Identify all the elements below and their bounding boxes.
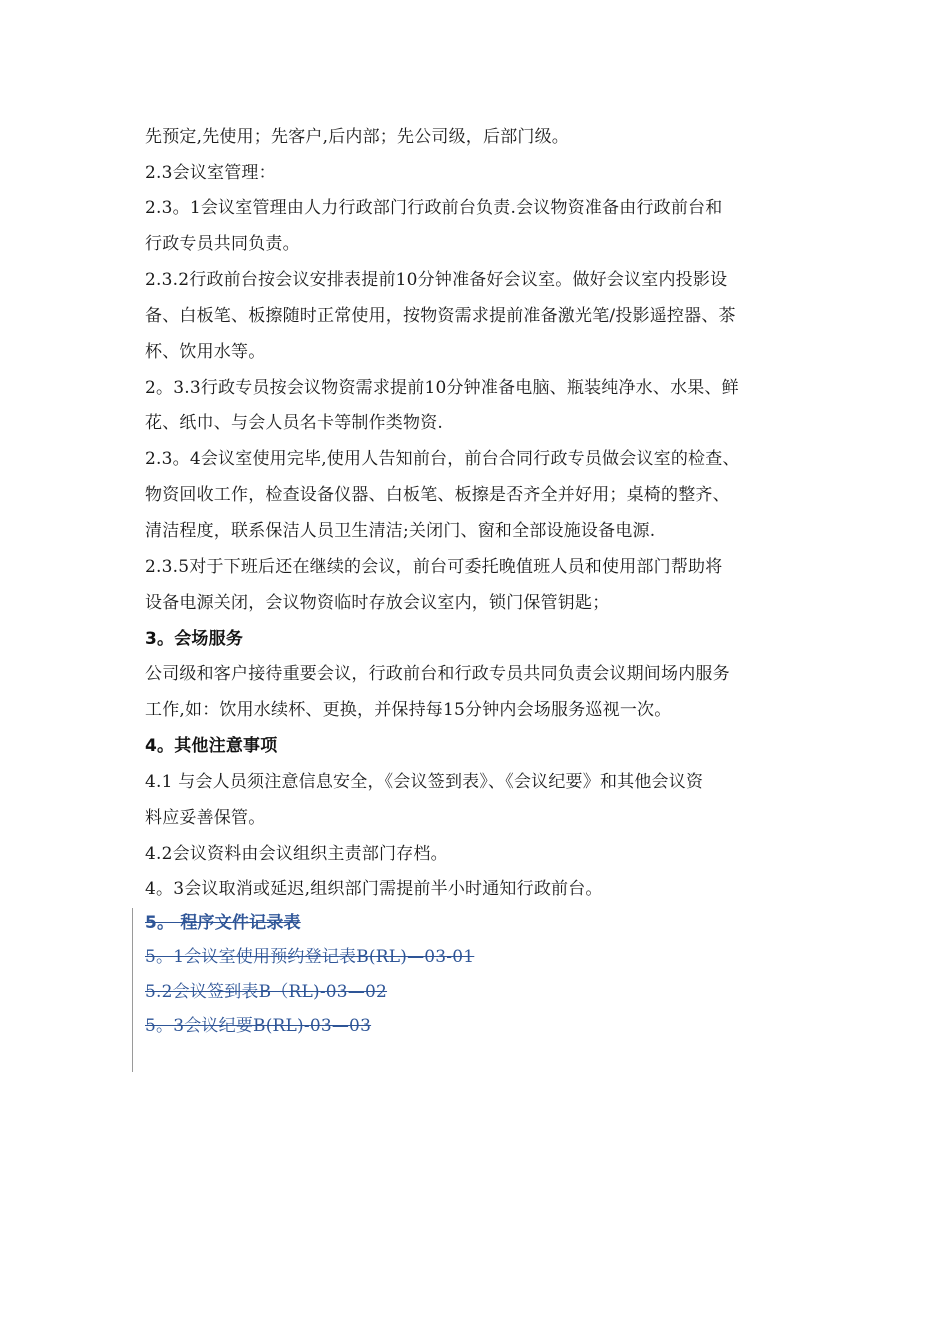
text-line: 行政专员共同负责。 (145, 234, 300, 254)
tracked-change-bar (132, 908, 133, 1072)
text-line: 2。3.3行政专员按会议物资需求提前10分钟准备电脑、瓶装纯净水、水果、鲜 (145, 378, 739, 398)
deleted-text-line: 5。1会议室使用预约登记表B(RL)—03-01 (145, 947, 475, 967)
section-heading-4: 4。其他注意事项 (145, 736, 278, 756)
deleted-text-line: 5。3会议纪要B(RL)-03—03 (145, 1016, 372, 1036)
text-line: 公司级和客户接待重要会议，行政前台和行政专员共同负责会议期间场内服务 (145, 664, 730, 684)
text-line: 4.2会议资料由会议组织主责部门存档。 (145, 844, 448, 864)
text-line: 花、纸巾、与会人员名卡等制作类物资. (145, 413, 444, 433)
text-line: 清洁程度，联系保洁人员卫生清洁;关闭门、窗和全部设施设备电源. (145, 521, 656, 541)
text-line: 工作,如：饮用水续杯、更换，并保持每15分钟内会场服务巡视一次。 (145, 700, 672, 720)
text-line: 4。3会议取消或延迟,组织部门需提前半小时通知行政前台。 (145, 879, 603, 899)
text-line: 4.1 与会人员须注意信息安全，《会议签到表》、《会议纪要》和其他会议资 (145, 772, 704, 792)
text-line: 先预定,先使用；先客户,后内部；先公司级，后部门级。 (145, 127, 570, 147)
text-line: 杯、饮用水等。 (145, 342, 266, 362)
deleted-section-heading-5: 5。 程序文件记录表 (145, 913, 301, 933)
deleted-text-line: 5.2会议签到表B（RL)-03—02 (145, 982, 388, 1002)
text-line: 2.3。1会议室管理由人力行政部门行政前台负责.会议物资准备由行政前台和 (145, 198, 723, 218)
text-line: 设备电源关闭，会议物资临时存放会议室内，锁门保管钥匙； (145, 593, 610, 613)
subsection-heading: 2.3会议室管理： (145, 163, 276, 183)
text-line: 2.3.5对于下班后还在继续的会议，前台可委托晚值班人员和使用部门帮助将 (145, 557, 723, 577)
text-line: 备、白板笔、板擦随时正常使用，按物资需求提前准备激光笔/投影遥控器、茶 (145, 306, 736, 326)
text-line: 物资回收工作，检查设备仪器、白板笔、板擦是否齐全并好用；桌椅的整齐、 (145, 485, 730, 505)
text-line: 2.3.2行政前台按会议安排表提前10分钟准备好会议室。做好会议室内投影设 (145, 270, 728, 290)
text-line: 料应妥善保管。 (145, 808, 266, 828)
text-line: 2.3。4会议室使用完毕,使用人告知前台，前台合同行政专员做会议室的检查、 (145, 449, 740, 469)
section-heading-3: 3。会场服务 (145, 629, 244, 649)
